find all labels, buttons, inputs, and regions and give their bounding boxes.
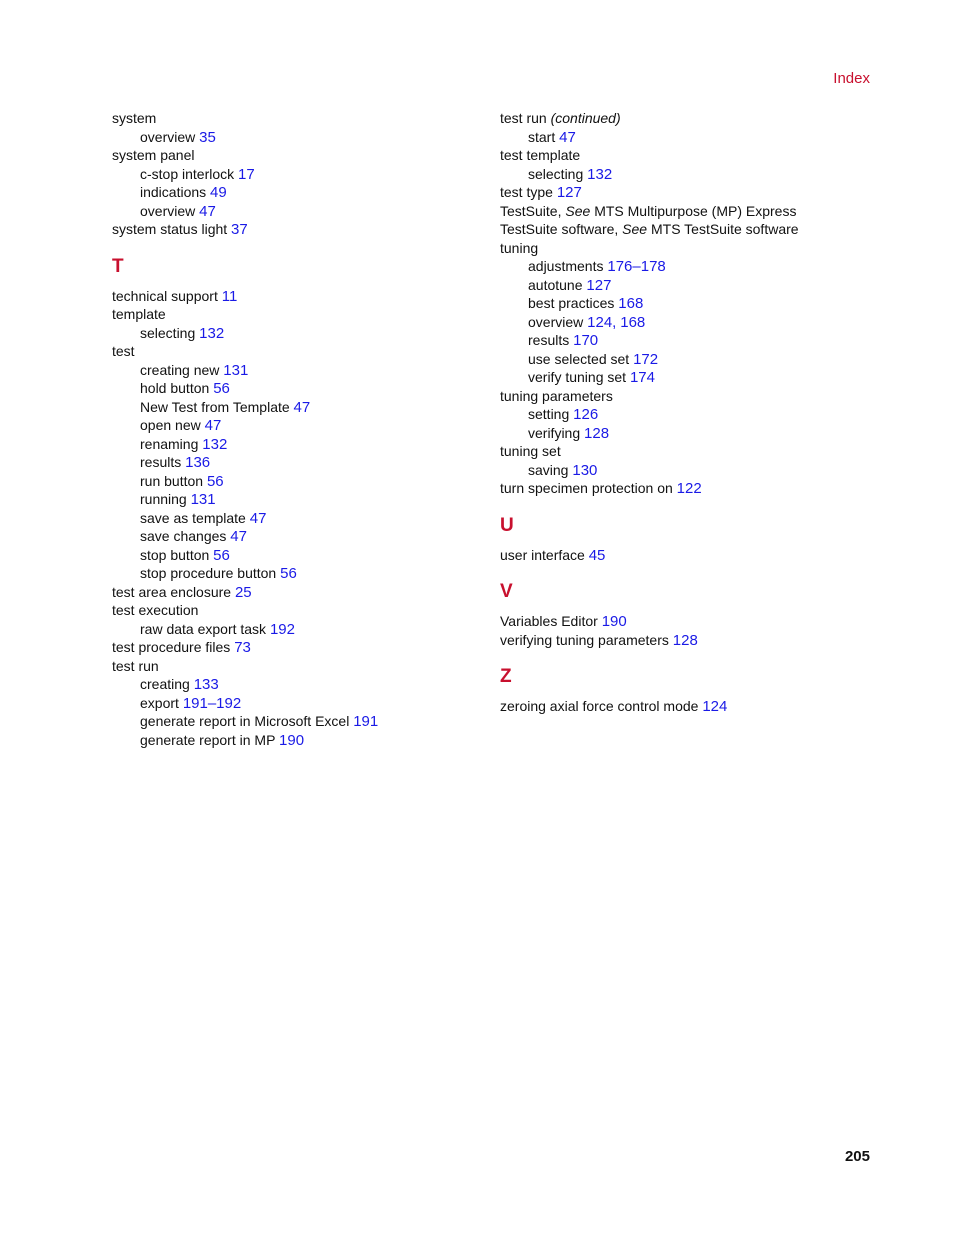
- index-subentry: [112, 528, 482, 547]
- entry-term: results: [528, 332, 570, 348]
- index-subentry: [112, 695, 482, 714]
- index-entry: [500, 388, 870, 407]
- entry-term: run button: [140, 472, 204, 489]
- page-link[interactable]: 47: [559, 128, 576, 146]
- page-link[interactable]: 25: [234, 583, 252, 601]
- page-link[interactable]: 170: [573, 332, 599, 349]
- index-subentry: [112, 565, 482, 584]
- index-subentry: [112, 621, 482, 640]
- entry-term: tuning parameters: [500, 387, 613, 404]
- page-link[interactable]: 56: [213, 546, 230, 564]
- entry-term: save as template: [140, 509, 246, 526]
- index-subentry: [112, 676, 482, 695]
- entry-term: verify tuning set: [528, 369, 627, 385]
- index-subentry: [112, 491, 482, 510]
- entry-term: generate report in Microsoft Excel: [140, 713, 350, 729]
- entry-term: verifying tuning parameters: [500, 631, 669, 648]
- page-link[interactable]: 191–192: [182, 694, 242, 712]
- see-reference: See: [565, 202, 591, 219]
- index-entry: [500, 698, 870, 717]
- index-subentry: [500, 369, 870, 388]
- page-link[interactable]: 56: [280, 565, 297, 582]
- index-subentry: [500, 314, 870, 333]
- entry-term: test run: [500, 110, 547, 126]
- index-letter-heading: U: [500, 514, 514, 536]
- entry-term: creating new: [140, 361, 220, 378]
- index-entry: [500, 147, 870, 166]
- index-subentry: [112, 184, 482, 203]
- page-link[interactable]: 131: [190, 491, 216, 508]
- index-subentry: [112, 203, 482, 222]
- index-subentry: [112, 399, 482, 418]
- index-entry: [500, 547, 870, 566]
- index-subentry: [500, 462, 870, 481]
- page-link[interactable]: 56: [213, 380, 230, 397]
- page-link[interactable]: 122: [676, 480, 702, 497]
- entry-term: c-stop interlock: [140, 165, 235, 182]
- section-spacer: [112, 240, 482, 256]
- index-subentry: [112, 473, 482, 492]
- entry-term: test template: [500, 147, 581, 163]
- index-entry: [500, 110, 870, 129]
- page-link[interactable]: 133: [193, 676, 219, 693]
- running-header: Index: [833, 70, 870, 87]
- index-subentry: [112, 547, 482, 566]
- index-entry: [112, 221, 482, 240]
- entry-term: raw data export task: [140, 620, 267, 637]
- index-entry: [500, 443, 870, 462]
- index-subentry: [112, 436, 482, 455]
- index-subentry: [112, 166, 482, 185]
- entry-term: verifying: [528, 424, 581, 441]
- entry-term: tuning: [500, 239, 539, 256]
- entry-term: selecting: [528, 165, 584, 182]
- page-link[interactable]: 124: [702, 698, 728, 715]
- entry-term: adjustments: [528, 258, 604, 274]
- page-link[interactable]: 49: [210, 184, 227, 201]
- index-column-left: [112, 110, 482, 750]
- section-spacer: [500, 650, 870, 666]
- page-link[interactable]: 172: [633, 350, 659, 368]
- page-link[interactable]: 56: [206, 472, 224, 490]
- entry-term: hold button: [140, 380, 210, 396]
- page-link[interactable]: 73: [234, 639, 251, 656]
- entry-term: save changes: [140, 528, 227, 544]
- entry-term: indications: [140, 184, 207, 200]
- index-subentry: [500, 295, 870, 314]
- index-letter-heading: V: [500, 581, 513, 602]
- entry-term: system panel: [112, 147, 195, 163]
- entry-term: stop button: [140, 546, 210, 563]
- entry-term: TestSuite,: [500, 202, 562, 219]
- index-entry: [500, 240, 870, 259]
- index-subentry: [112, 417, 482, 436]
- index-entry: [500, 632, 870, 651]
- entry-term: results: [140, 454, 182, 470]
- page-separator: ,: [612, 313, 617, 331]
- section-spacer: [112, 278, 482, 288]
- page-link[interactable]: 132: [587, 165, 613, 183]
- index-entry: [112, 602, 482, 621]
- page-link[interactable]: 124: [587, 313, 613, 331]
- page-link[interactable]: 168: [620, 313, 646, 331]
- index-subentry: [500, 406, 870, 425]
- page-link[interactable]: 45: [588, 546, 606, 564]
- entry-term: tuning set: [500, 443, 561, 459]
- page-link[interactable]: 126: [573, 406, 599, 423]
- index-entry: [112, 306, 482, 325]
- index-entry: [500, 203, 870, 222]
- page-link[interactable]: 47: [199, 202, 216, 220]
- index-subentry: [500, 277, 870, 296]
- entry-term: New Test from Template: [140, 398, 290, 415]
- index-letter-heading: T: [112, 255, 124, 277]
- entry-term: system status light: [112, 221, 228, 237]
- index-entry: [112, 658, 482, 677]
- page-link[interactable]: 128: [584, 424, 610, 442]
- entry-term: running: [140, 491, 187, 507]
- entry-term: export: [140, 694, 179, 711]
- entry-term: turn specimen protection on: [500, 480, 673, 496]
- index-subentry: [112, 510, 482, 529]
- index-subentry: [500, 332, 870, 351]
- section-spacer: [500, 688, 870, 698]
- index-entry: [500, 613, 870, 632]
- index-subentry: [112, 713, 482, 732]
- index-subentry: [112, 362, 482, 381]
- entry-term: renaming: [140, 435, 199, 452]
- entry-term: zeroing axial force control mode: [500, 698, 699, 714]
- index-entry: [500, 221, 870, 240]
- entry-term: test type: [500, 184, 553, 200]
- index-subentry: [500, 351, 870, 370]
- entry-term: template: [112, 306, 166, 322]
- index-subentry: [112, 732, 482, 751]
- index-subentry: [500, 425, 870, 444]
- entry-term: test run: [112, 657, 159, 674]
- page-link[interactable]: 35: [199, 128, 216, 146]
- index-entry: [112, 288, 482, 307]
- index-entry: [112, 147, 482, 166]
- entry-term: user interface: [500, 546, 585, 563]
- section-spacer: [500, 499, 870, 515]
- entry-term: overview: [140, 202, 196, 219]
- see-target: MTS Multipurpose (MP) Express: [594, 202, 797, 219]
- entry-term: open new: [140, 417, 201, 433]
- section-spacer: [500, 603, 870, 613]
- page-link[interactable]: 47: [204, 417, 222, 434]
- page-link[interactable]: 47: [230, 528, 247, 545]
- entry-term: start: [528, 128, 556, 145]
- entry-term: test execution: [112, 602, 199, 618]
- entry-term: setting: [528, 406, 570, 422]
- entry-term: test procedure files: [112, 639, 231, 655]
- section-spacer: [500, 537, 870, 547]
- see-target: MTS TestSuite software: [650, 221, 799, 237]
- entry-term: Variables Editor: [500, 613, 598, 629]
- entry-term: TestSuite software,: [500, 221, 619, 237]
- page-link[interactable]: 132: [199, 324, 225, 342]
- page-link[interactable]: 191: [353, 713, 379, 730]
- page-link[interactable]: 127: [586, 276, 612, 294]
- entry-term: overview: [528, 313, 584, 330]
- index-entry: [112, 584, 482, 603]
- entry-term: test area enclosure: [112, 583, 232, 600]
- index-subentry: [112, 454, 482, 473]
- continued-note: (continued): [550, 110, 621, 126]
- page-link[interactable]: 174: [629, 369, 655, 386]
- page-link[interactable]: 47: [249, 509, 267, 527]
- entry-term: test: [112, 343, 135, 359]
- page-number: 205: [844, 1148, 870, 1165]
- page-link[interactable]: 168: [618, 295, 644, 312]
- entry-term: technical support: [112, 287, 218, 304]
- section-spacer: [500, 565, 870, 581]
- page-link[interactable]: 132: [202, 435, 228, 453]
- index-subentry: [112, 325, 482, 344]
- page-link[interactable]: 17: [238, 165, 255, 183]
- index-letter-heading: Z: [500, 666, 512, 687]
- page-link[interactable]: 47: [293, 398, 311, 416]
- entry-term: use selected set: [528, 350, 630, 367]
- entry-term: best practices: [528, 295, 615, 311]
- index-entry: [112, 343, 482, 362]
- index-subentry: [500, 258, 870, 277]
- entry-term: creating: [140, 676, 190, 692]
- page-link[interactable]: 11: [221, 287, 238, 305]
- page-link[interactable]: 176–178: [607, 258, 666, 275]
- see-reference: See: [622, 221, 648, 237]
- index-entry: [500, 184, 870, 203]
- entry-term: generate report in MP: [140, 731, 276, 748]
- index-subentry: [500, 129, 870, 148]
- index-subentry: [112, 380, 482, 399]
- index-entry: [112, 639, 482, 658]
- page-link[interactable]: 128: [672, 631, 698, 649]
- entry-term: overview: [140, 128, 196, 145]
- page-link[interactable]: 130: [572, 461, 598, 479]
- index-entry: [500, 480, 870, 499]
- entry-term: saving: [528, 461, 569, 478]
- index-column-right: [500, 110, 870, 717]
- page-link[interactable]: 127: [556, 184, 582, 201]
- entry-term: stop procedure button: [140, 565, 277, 581]
- index-entry: [112, 110, 482, 129]
- entry-term: system: [112, 110, 157, 126]
- entry-term: autotune: [528, 276, 583, 293]
- page-link[interactable]: 136: [185, 454, 211, 471]
- page-link[interactable]: 190: [279, 731, 305, 749]
- page-link[interactable]: 37: [231, 221, 248, 238]
- page-link[interactable]: 131: [223, 361, 249, 379]
- page-link[interactable]: 192: [269, 620, 295, 638]
- index-subentry: [500, 166, 870, 185]
- entry-term: selecting: [140, 324, 196, 341]
- page-link[interactable]: 190: [601, 613, 627, 630]
- index-subentry: [112, 129, 482, 148]
